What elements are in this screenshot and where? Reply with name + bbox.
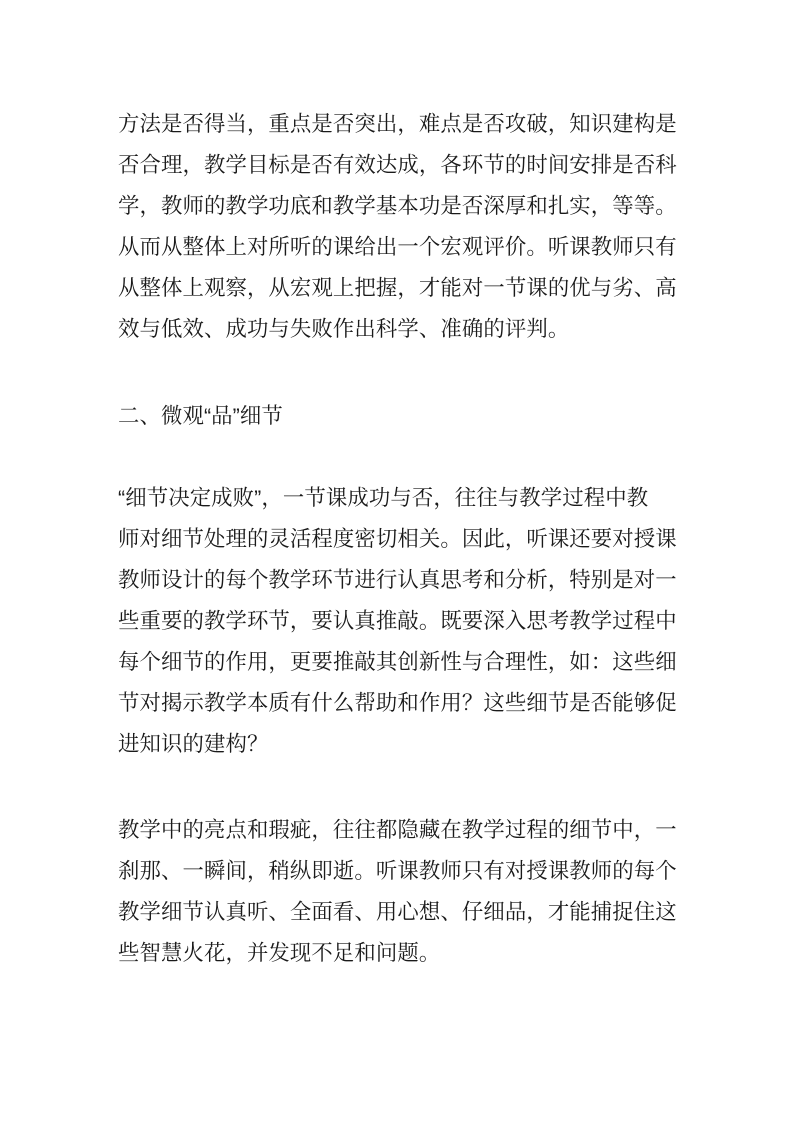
text-line: 方法是否得当，重点是否突出，难点是否攻破，知识建构是 bbox=[118, 112, 677, 136]
paragraph-macro-evaluation bbox=[118, 104, 676, 350]
text-line: 进知识的建构？ bbox=[118, 732, 269, 756]
text-line: 每个细节的作用，更要推敲其创新性与合理性，如：这些细 bbox=[118, 650, 677, 674]
paragraph-details-decide-success bbox=[118, 478, 676, 765]
text-line: 教学中的亮点和瑕疵，往往都隐藏在教学过程的细节中，一 bbox=[118, 818, 677, 842]
text-line: 些智慧火花，并发现不足和问题。 bbox=[118, 941, 441, 965]
text-line: 学，教师的教学功底和教学基本功是否深厚和扎实，等等。 bbox=[118, 194, 677, 218]
text-line: 刹那、一瞬间，稍纵即逝。听课教师只有对授课教师的每个 bbox=[118, 859, 677, 883]
text-line: 些重要的教学环节，要认真推敲。既要深入思考教学过程中 bbox=[118, 609, 677, 633]
section-heading-micro-details bbox=[118, 396, 676, 437]
text-line: 师对细节处理的灵活程度密切相关。因此，听课还要对授课 bbox=[118, 527, 677, 551]
paragraph-highlights-and-flaws bbox=[118, 810, 676, 974]
text-line: 节对揭示教学本质有什么帮助和作用？这些细节是否能够促 bbox=[118, 691, 677, 715]
text-line: “细节决定成败”，一节课成功与否，往往与教学过程中教 bbox=[118, 486, 649, 510]
text-line: 教学细节认真听、全面看、用心想、仔细品，才能捕捉住这 bbox=[118, 900, 677, 924]
text-line: 效与低效、成功与失败作出科学、准确的评判。 bbox=[118, 317, 570, 341]
text-line: 否合理，教学目标是否有效达成，各环节的时间安排是否科 bbox=[118, 153, 677, 177]
section-heading-text: 二、微观“品”细节 bbox=[118, 404, 283, 428]
text-line: 从而从整体上对所听的课给出一个宏观评价。听课教师只有 bbox=[118, 235, 677, 259]
text-line: 从整体上观察，从宏观上把握，才能对一节课的优与劣、高 bbox=[118, 276, 677, 300]
text-line: 教师设计的每个教学环节进行认真思考和分析，特别是对一 bbox=[118, 568, 677, 592]
